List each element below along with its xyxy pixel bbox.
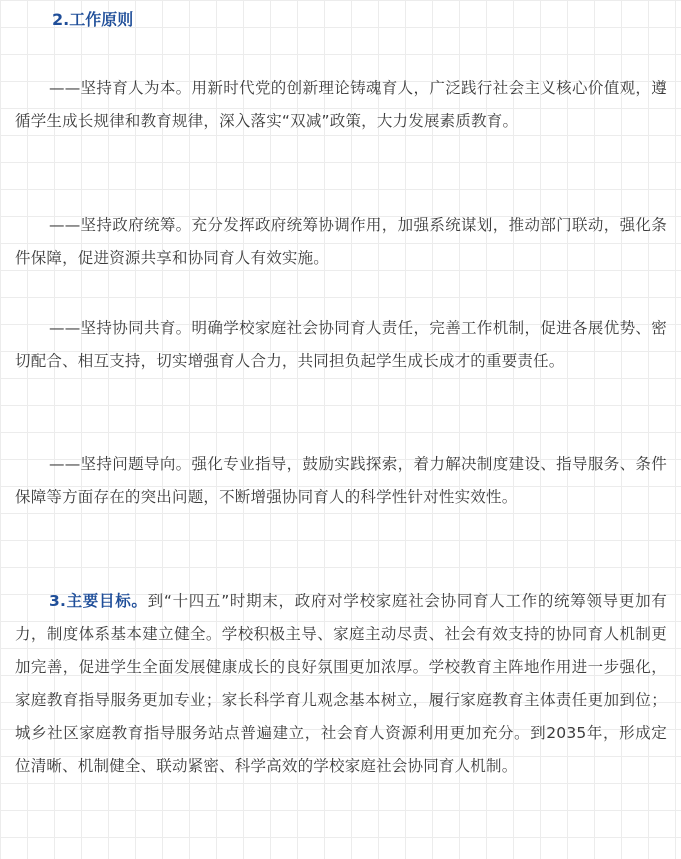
main-goals-paragraph bbox=[15, 585, 667, 783]
principle-paragraph: ——坚持政府统筹。充分发挥政府统筹协调作用，加强系统谋划，推动部门联动，强化条件保障，促进资源共享和协同育人有效实施。 bbox=[15, 216, 667, 267]
principle-paragraph: ——坚持问题导向。强化专业指导，鼓励实践探索，着力解决制度建设、指导服务、条件保障等方面存在的突出问题，不断增强协同育人的科学性针对性实效性。 bbox=[15, 455, 667, 506]
principle-paragraph: ——坚持育人为本。用新时代党的创新理论铸魂育人，广泛践行社会主义核心价值观，遵循学生成长规律和教育规律，深入落实“双减”政策，大力发展素质教育。 bbox=[15, 79, 667, 130]
main-goals-text: 到“十四五”时期末，政府对学校家庭社会协同育人工作的统筹领导更加有力，制度体系基本建立健全。学校积极主导、家庭主动尽责、社会有效支持的协同育人机制更加完善，促进学生全面发展健康成长的良好氛围更加浓厚。学校教育主阵地作用进一步强化，家庭教育指导服务更加专业；家长科学育儿观念基本树立，履行家庭教育主体责任更加到位；城乡社区家庭教育指导服务站点普遍建立，社会育人资源利用更加充分。到2035年，形成定位清晰、机制健全、联动紧密、科学高效的学校家庭社会协同育人机制。 bbox=[15, 592, 667, 775]
main-goals-label: 3.主要目标。 bbox=[49, 592, 148, 610]
principle-paragraph: ——坚持协同共育。明确学校家庭社会协同育人责任，完善工作机制，促进各展优势、密切配合、相互支持，切实增强育人合力，共同担负起学生成长成才的重要责任。 bbox=[15, 319, 667, 370]
section-heading-work-principles: 2.工作原则 bbox=[52, 10, 134, 29]
